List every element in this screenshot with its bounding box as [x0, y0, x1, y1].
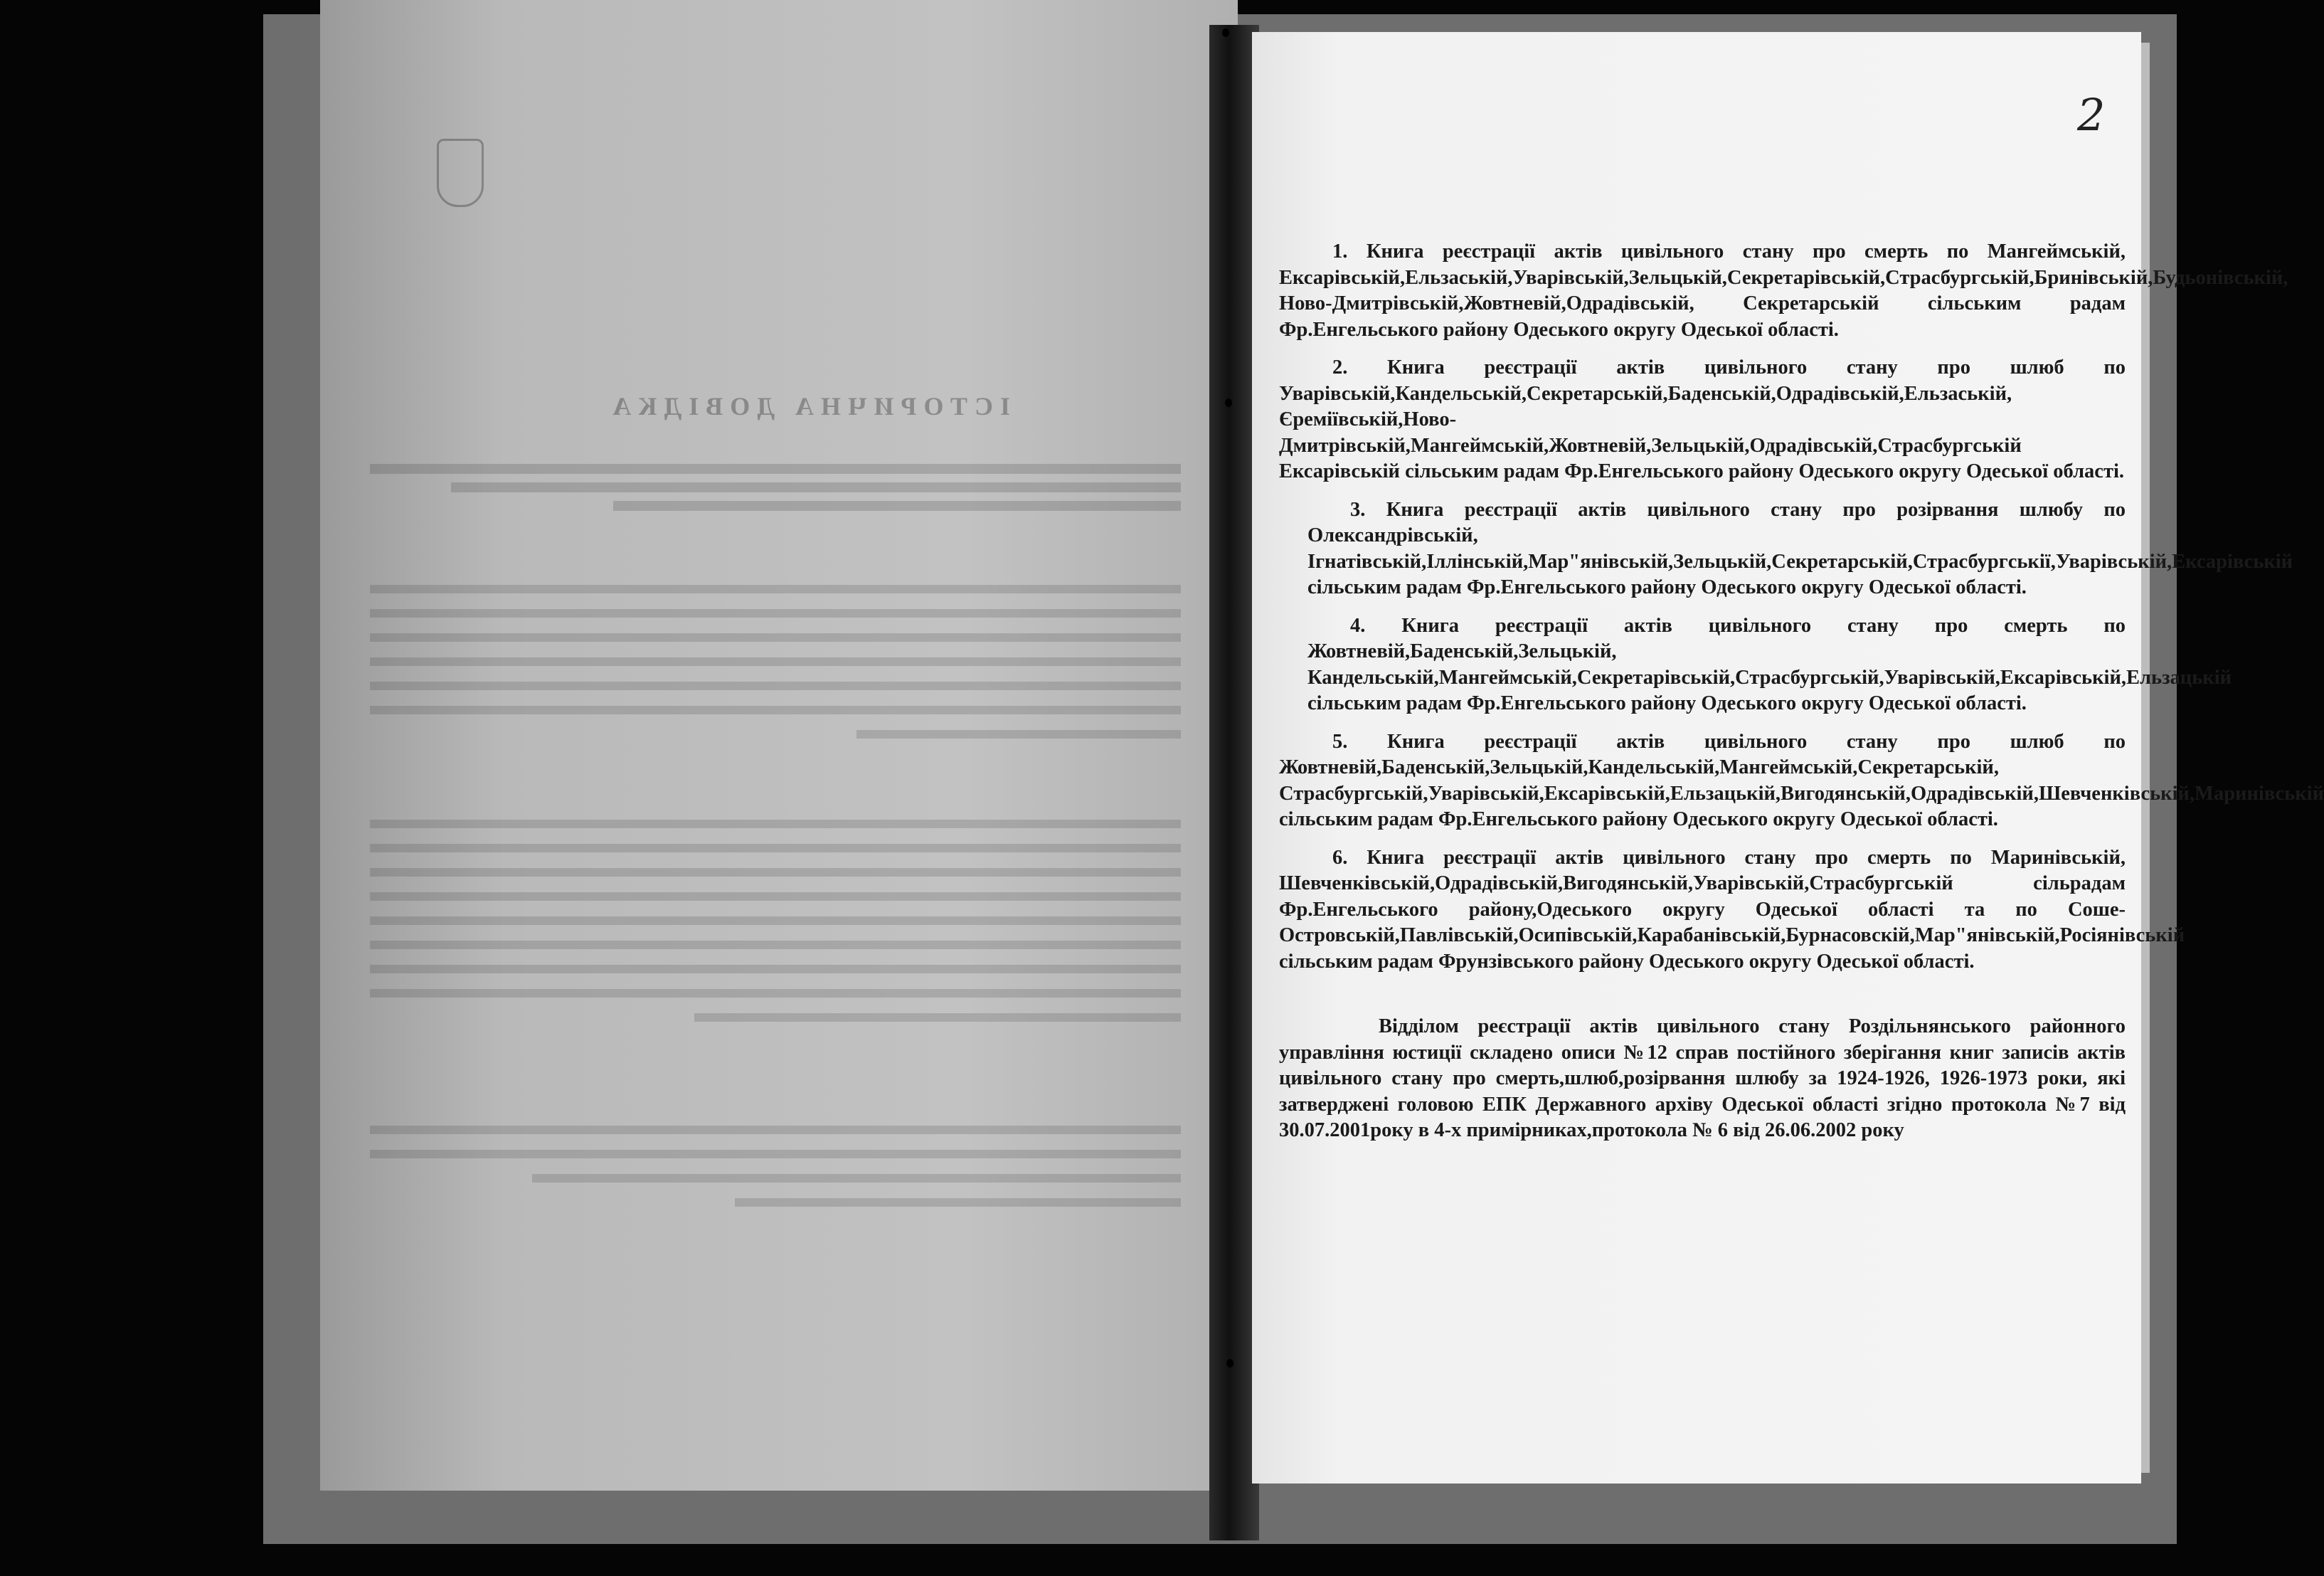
list-item: [1279, 845, 2185, 975]
coat-of-arms-icon: [437, 139, 484, 207]
bleed-through-text-block: [370, 804, 1181, 1037]
item-text: Книга реєстрації актів цивільного стану про смерть по Жовтневій,Баденській,Зельцькій, Кандельській,Мангеймській,Секретарівській,Страсбургській,Уварівській,Ексарівській,Ельзацькій сільським радам Фр.Енгельського району Одеського округу Одеської області.: [1307, 614, 2232, 714]
item-text: Книга реєстрації актів цивільного стану про шлюб по Уварівській,Кандельській,Секретарській,Баденській,Одрадівській,Ельзаській, Єреміївській,Ново-Дмитрівській,Мангеймській,Жовтневій,Зельцькій,Одрадівській,Страсбургській Ексарівській сільським радам Фр.Енгельського району Одеського округу Одеської області.: [1279, 356, 2126, 482]
binding-hole: [1222, 28, 1229, 37]
item-number: 2.: [1332, 356, 1348, 379]
item-number: 1.: [1332, 240, 1348, 263]
item-text: Книга реєстрації актів цивільного стану про смерть по Маринівській, Шевченківській,Одрадівській,Вигодянській,Уварівській,Страсбургській сільрадам Фр.Енгельського району,Одеського округу Одеської області та по Соше-Островській,Павлівській,Осипівській,Карабанівській,Бурнасовскій,Мар"янівській,Росіянівській сільським радам Фрунзівського району Одеського округу Одеської області.: [1279, 846, 2185, 973]
left-page-bleed-through: [320, 0, 1238, 1491]
list-item: [1279, 613, 2232, 717]
list-item: [1279, 239, 2288, 343]
item-text: Книга реєстрації актів цивільного стану про розірвання шлюбу по Олександрівській, Ігнатівській,Іллінській,Мар"янівській,Зельцькій,Секретарській,Страсбургськії,Уварівській,Ексарівській сільським радам Фр.Енгельського району Одеського округу Одеської області.: [1307, 498, 2293, 598]
list-item: [1279, 729, 2324, 833]
item-number: 5.: [1332, 730, 1348, 753]
handwritten-page-number: 2: [2077, 89, 2106, 141]
item-number: 6.: [1332, 846, 1348, 869]
bleed-through-text-block: [370, 569, 1181, 754]
binding-hole: [1225, 398, 1232, 407]
list-item: [1279, 497, 2293, 601]
closing-paragraph: Відділом реєстрації актів цивільного стану Роздільнянського районного управління юстиції складено описи №12 справ постійного зберігання книг записів актів цивільного стану про смерть,шлюб,розірвання шлюбу за 1924-1926, 1926-1973 роки, які затверджені головою ЕПК Державного архіву Одеської області згідно протокола №7 від 30.07.2001року в 4-х примірниках,протокола № 6 від 26.06.2002 року: [1279, 1015, 2126, 1141]
page-edge: [2141, 43, 2150, 1473]
item-number: 3.: [1350, 498, 1366, 521]
document-body: [1279, 239, 2324, 1164]
item-number: 4.: [1350, 614, 1366, 637]
list-item: [1279, 355, 2126, 485]
item-text: Книга реєстрації актів цивільного стану про шлюб по Жовтневій,Баденській,Зельцькій,Кандельській,Мангеймській,Секретарській, Страсбургській,Уварівській,Ексарівській,Ельзацькій,Вигодянській,Одрадівській,Шевченківській,Маринівській сільським радам Фр.Енгельського району Одеського округу Одеської області.: [1279, 730, 2324, 830]
bleed-through-title: ІСТОРИЧНА ДОВІДКА: [605, 392, 1010, 421]
bleed-through-text-block: [370, 455, 1181, 519]
bleed-through-text-block: [370, 1110, 1181, 1222]
item-text: Книга реєстрації актів цивільного стану про смерть по Мангеймській, Ексарівській,Ельзаській,Уварівській,Зельцькій,Секретарівській,Страсбургській,Бринівській,Будьонівській, Ново-Дмитрівській,Жовтневій,Одрадівській, Секретарській сільським радам Фр.Енгельського району Одеського округу Одеської області.: [1279, 240, 2288, 341]
binding-hole: [1226, 1359, 1233, 1368]
